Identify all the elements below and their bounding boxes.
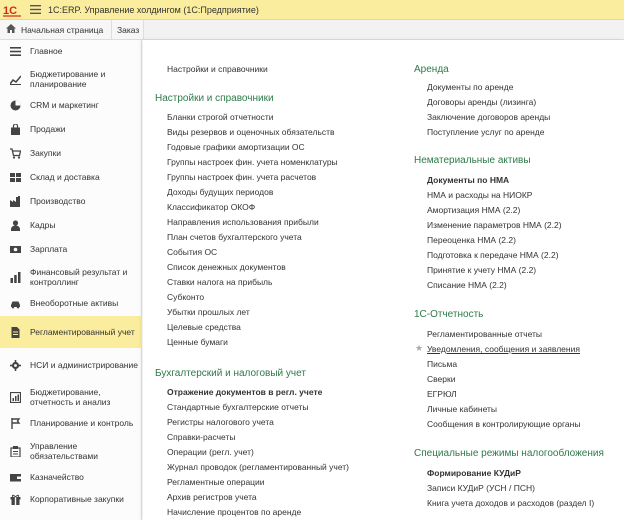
sidebar-item-label: Главное [30, 46, 63, 56]
nav-link[interactable]: Субконто [167, 292, 205, 302]
nav-link[interactable]: Начисление процентов по аренде [167, 507, 302, 517]
nav-link[interactable]: Годовые графики амортизации ОС [167, 142, 305, 152]
tab-order-label: Заказ [117, 24, 140, 35]
nav-link[interactable]: Убытки прошлых лет [167, 307, 250, 317]
sidebar-item-label: НСИ и администрирование [30, 360, 138, 370]
settings-top-link[interactable]: Настройки и справочники [167, 64, 268, 74]
nav-link[interactable]: Отражение документов в регл. учете [167, 387, 323, 397]
sidebar-item-sales[interactable] [0, 120, 142, 138]
nav-link[interactable]: Подготовка к передаче НМА (2.2) [427, 250, 559, 260]
sidebar-item-financial-result[interactable] [0, 262, 142, 292]
nav-link[interactable]: Формирование КУДиР [427, 468, 521, 478]
nav-link[interactable]: Ставки налога на прибыль [167, 277, 273, 287]
nav-link[interactable]: Изменение параметров НМА (2.2) [427, 220, 562, 230]
sidebar-item-production[interactable] [0, 192, 142, 210]
nav-link[interactable]: Книга учета доходов и расходов (раздел I) [427, 498, 595, 508]
nav-link[interactable]: Группы настроек фин. учета расчетов [167, 172, 317, 182]
nav-link[interactable]: События ОС [167, 247, 218, 257]
sidebar-item-purchases[interactable] [0, 144, 142, 162]
bag-icon [8, 122, 22, 136]
sidebar [0, 40, 142, 520]
nav-link[interactable]: Уведомления, сообщения и заявления [427, 344, 580, 354]
star-icon[interactable]: ★ [415, 343, 424, 353]
sidebar-item-label: Закупки [30, 148, 61, 158]
section-title-settings: Настройки и справочники [155, 93, 274, 104]
nav-link[interactable]: Сверки [427, 374, 456, 384]
section-title-intangible-assets: Нематериальные активы [414, 155, 531, 166]
sidebar-item-budgeting[interactable] [0, 64, 142, 94]
section-title-accounting: Бухгалтерский и налоговый учет [155, 368, 306, 379]
sidebar-item-label: Управление обязательствами [30, 441, 98, 461]
nav-link[interactable]: Договоры аренды (лизинга) [427, 97, 537, 107]
tab-bar [0, 20, 624, 40]
nav-link[interactable]: Заключение договоров аренды [427, 112, 551, 122]
sidebar-item-salary[interactable] [0, 240, 142, 258]
plan-icon [8, 416, 22, 430]
sidebar-item-regulated-accounting[interactable] [0, 316, 142, 348]
sidebar-item-main[interactable] [0, 42, 142, 60]
nav-link[interactable]: ЕГРЮЛ [427, 389, 457, 399]
sidebar-item-warehouse[interactable] [0, 168, 142, 186]
sidebar-item-label: CRM и маркетинг [30, 100, 99, 110]
document-icon [8, 325, 22, 339]
money-icon [8, 242, 22, 256]
sidebar-item-label: Финансовый результат и контроллинг [30, 267, 128, 287]
nav-link[interactable]: Бланки строгой отчетности [167, 112, 274, 122]
gift-icon [8, 492, 22, 506]
sidebar-item-label: Внеоборотные активы [30, 298, 119, 308]
sidebar-item-planning[interactable] [0, 414, 142, 432]
report-icon [8, 390, 22, 404]
sidebar-item-label: Кадры [30, 220, 56, 230]
nav-link[interactable]: Направления использования прибыли [167, 217, 319, 227]
app-title: 1С:ERP. Управление холдингом (1С:Предприятие) [48, 4, 259, 15]
nav-link[interactable]: Целевые средства [167, 322, 241, 332]
nav-link[interactable]: Личные кабинеты [427, 404, 498, 414]
sidebar-item-label: Бюджетирование, отчетность и анализ [30, 387, 111, 407]
nav-link[interactable]: Стандартные бухгалтерские отчеты [167, 402, 309, 412]
nav-link[interactable]: Поступление услуг по аренде [427, 127, 545, 137]
chart-icon [8, 72, 22, 86]
sidebar-item-label: Продажи [30, 124, 66, 134]
section-title-1c-reporting: 1С-Отчетность [414, 309, 484, 320]
sidebar-item-label: Зарплата [30, 244, 68, 254]
nav-link[interactable]: Амортизация НМА (2.2) [427, 205, 521, 215]
title-bar [0, 0, 624, 20]
bar-chart-icon [8, 270, 22, 284]
tab-home[interactable] [0, 20, 112, 39]
nav-link[interactable]: Сообщения в контролирующие органы [427, 419, 581, 429]
sidebar-item-treasury[interactable] [0, 468, 142, 486]
factory-icon [8, 194, 22, 208]
sidebar-item-label: Казначейство [30, 472, 84, 482]
cart-icon [8, 146, 22, 160]
sidebar-item-label: Склад и доставка [30, 172, 100, 182]
sidebar-item-label: Корпоративные закупки [30, 494, 124, 504]
nav-link[interactable]: Списание НМА (2.2) [427, 280, 507, 290]
nav-link[interactable]: План счетов бухгалтерского учета [167, 232, 302, 242]
nav-link[interactable]: Доходы будущих периодов [167, 187, 274, 197]
obligation-icon [8, 444, 22, 458]
nav-link[interactable]: Журнал проводок (регламентированный учет) [167, 462, 350, 472]
person-icon [8, 218, 22, 232]
section-title-special-tax: Специальные режимы налогообложения [414, 448, 604, 459]
nav-link[interactable]: Письма [427, 359, 458, 369]
sidebar-item-label: Производство [30, 196, 86, 206]
nav-link[interactable]: Документы по НМА [427, 175, 510, 185]
nav-link[interactable]: Архив регистров учета [167, 492, 257, 502]
nav-link[interactable]: Документы по аренде [427, 82, 514, 92]
hamburger-menu-icon[interactable] [26, 0, 44, 20]
car-icon [8, 296, 22, 310]
nav-link[interactable]: Классификатор ОКОФ [167, 202, 256, 212]
nav-link[interactable]: Переоценка НМА (2.2) [427, 235, 516, 245]
svg-text:1С: 1С [3, 4, 18, 17]
nav-link[interactable]: Справки-расчеты [167, 432, 236, 442]
tab-home-label: Начальная страница [21, 24, 104, 35]
nav-link[interactable]: Список денежных документов [167, 262, 286, 272]
sidebar-item-obligations[interactable] [0, 436, 142, 466]
nav-link[interactable]: Группы настроек фин. учета номенклатуры [167, 157, 338, 167]
sidebar-item-crm[interactable] [0, 96, 142, 114]
pie-icon [8, 98, 22, 112]
warehouse-icon [8, 170, 22, 184]
section-panel [143, 40, 624, 520]
tab-order[interactable] [112, 20, 144, 39]
sidebar-item-label: Регламентированный учет [30, 327, 135, 337]
section-title-rent: Аренда [414, 64, 449, 75]
nav-link[interactable]: Виды резервов и оценочных обязательств [167, 127, 335, 137]
nav-link[interactable]: Регламентированные отчеты [427, 329, 543, 339]
sidebar-item-corporate-purchases[interactable] [0, 490, 142, 508]
nav-link[interactable]: Принятие к учету НМА (2.2) [427, 265, 537, 275]
sidebar-item-budget-reporting[interactable] [0, 382, 142, 412]
sidebar-item-label: Планирование и контроль [30, 418, 134, 428]
1c-logo-icon[interactable] [0, 0, 26, 20]
nav-link[interactable]: НМА и расходы на НИОКР [427, 190, 533, 200]
sidebar-item-label: Бюджетирование и планирование [30, 69, 106, 89]
nav-link[interactable]: Регламентные операции [167, 477, 265, 487]
sidebar-item-nsi[interactable] [0, 350, 142, 380]
sidebar-item-fixed-assets[interactable] [0, 294, 142, 312]
nav-link[interactable]: Записи КУДиР (УСН / ПСН) [427, 483, 535, 493]
menu-icon [8, 44, 22, 58]
nav-link[interactable]: Ценные бумаги [167, 337, 228, 347]
gear-icon [8, 358, 22, 372]
nav-link[interactable]: Регистры налогового учета [167, 417, 274, 427]
sidebar-item-hr[interactable] [0, 216, 142, 234]
treasury-icon [8, 470, 22, 484]
nav-link[interactable]: Операции (регл. учет) [167, 447, 254, 457]
home-icon [6, 24, 16, 35]
